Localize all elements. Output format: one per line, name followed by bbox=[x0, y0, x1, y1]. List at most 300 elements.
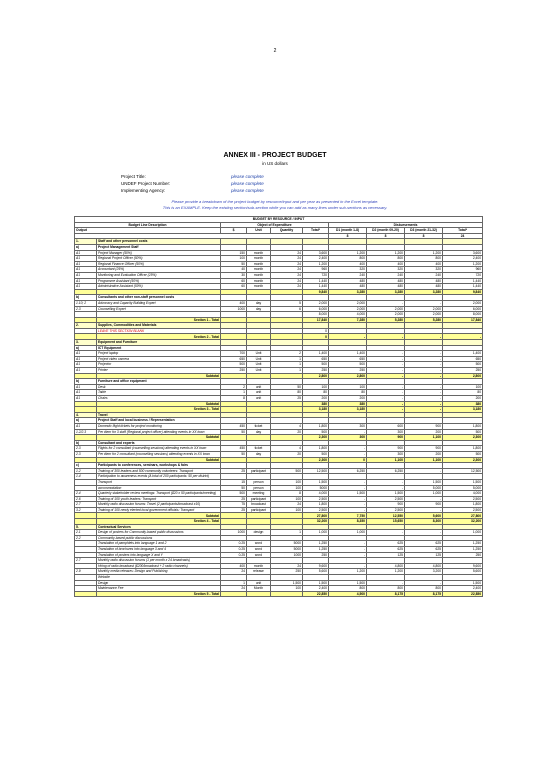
table-cell[interactable]: 1,250 bbox=[443, 547, 483, 553]
table-cell[interactable]: 80 bbox=[303, 390, 329, 396]
table-cell[interactable]: - bbox=[329, 502, 367, 508]
table-cell[interactable]: 1,250 bbox=[443, 541, 483, 547]
table-cell[interactable]: 2,300 bbox=[303, 435, 329, 441]
table-cell[interactable]: 480 bbox=[405, 278, 443, 284]
table-cell[interactable]: 1,000 bbox=[443, 530, 483, 536]
table-cell[interactable]: Programme Assistant (50%) bbox=[97, 278, 221, 284]
table-cell[interactable]: 5 bbox=[271, 300, 303, 306]
table-cell[interactable]: 1.2 bbox=[75, 468, 97, 474]
info-value[interactable]: please complete bbox=[231, 174, 264, 179]
table-cell[interactable]: - bbox=[405, 468, 443, 474]
table-cell[interactable]: Accountant (25%) bbox=[97, 267, 221, 273]
table-cell[interactable]: Staff and other personnel costs bbox=[97, 239, 221, 245]
table-cell[interactable]: 1,100 bbox=[367, 457, 405, 463]
table-cell[interactable]: 25 bbox=[221, 507, 247, 513]
table-cell[interactable]: Regional Finance Officer (50%) bbox=[97, 261, 221, 267]
table-cell[interactable]: - bbox=[367, 351, 405, 357]
table-cell[interactable]: 100 bbox=[221, 256, 247, 262]
table-cell[interactable]: 1,500 bbox=[443, 479, 483, 485]
table-cell[interactable]: 1,800 bbox=[443, 423, 483, 429]
table-cell[interactable]: - bbox=[405, 384, 443, 390]
table-cell[interactable] bbox=[271, 591, 303, 597]
table-cell[interactable]: 1,250 bbox=[303, 547, 329, 553]
table-cell[interactable]: participant bbox=[247, 468, 271, 474]
table-cell[interactable]: Quarterly stakeholder review meetings: Transport ($20 x 50 participants/meeting) bbox=[97, 491, 221, 497]
table-cell[interactable]: 1,400 bbox=[443, 351, 483, 357]
table-cell[interactable]: 0 bbox=[303, 334, 329, 340]
table-cell[interactable]: 650 bbox=[221, 356, 247, 362]
table-cell[interactable]: Training of 100 youth leaders: Transport bbox=[97, 496, 221, 502]
table-cell[interactable]: accommodation bbox=[97, 485, 221, 491]
table-cell[interactable]: 1000 bbox=[271, 552, 303, 558]
table-cell[interactable]: 100 bbox=[443, 384, 483, 390]
table-cell[interactable]: 20 bbox=[271, 451, 303, 457]
table-cell[interactable]: Design of posters for Community-based public discussions bbox=[97, 530, 221, 536]
table-cell[interactable]: Consultants and other non-staff personnel costs bbox=[97, 295, 221, 301]
table-cell[interactable]: Participants to conferences, seminars, workshops & fairs bbox=[97, 463, 221, 469]
table-cell[interactable]: 100 bbox=[303, 384, 329, 390]
table-cell[interactable]: 1 bbox=[221, 390, 247, 396]
table-cell[interactable]: 2.7 bbox=[75, 558, 97, 564]
table-cell[interactable]: 5,000 bbox=[405, 485, 443, 491]
table-cell[interactable]: 2.2 bbox=[75, 535, 97, 541]
table-cell[interactable]: Subtotal bbox=[97, 373, 221, 379]
table-cell[interactable]: b) bbox=[75, 379, 97, 385]
table-cell[interactable]: 32,200 bbox=[443, 519, 483, 525]
table-cell[interactable]: month bbox=[247, 284, 271, 290]
table-cell[interactable]: 500 bbox=[443, 451, 483, 457]
table-cell[interactable]: 1000 bbox=[221, 306, 247, 312]
table-cell[interactable]: Project video camera bbox=[97, 356, 221, 362]
table-cell[interactable]: Subtotal bbox=[97, 435, 221, 441]
table-cell[interactable]: 1,500 bbox=[303, 479, 329, 485]
table-cell[interactable]: 24 bbox=[221, 586, 247, 592]
table-cell[interactable]: participant bbox=[247, 496, 271, 502]
table-cell[interactable] bbox=[75, 591, 97, 597]
table-cell[interactable]: A1 bbox=[75, 272, 97, 278]
table-cell[interactable]: 2,500 bbox=[303, 507, 329, 513]
table-cell[interactable]: 2,000 bbox=[443, 300, 483, 306]
table-cell[interactable]: - bbox=[405, 396, 443, 402]
table-cell[interactable]: - bbox=[367, 356, 405, 362]
table-cell[interactable]: 12,550 bbox=[367, 513, 405, 519]
table-cell[interactable]: A1 bbox=[75, 396, 97, 402]
table-cell[interactable]: 2.4 bbox=[75, 491, 97, 497]
table-cell[interactable]: Monthly media releases: Design and Publishing bbox=[97, 569, 221, 575]
table-cell[interactable]: 1,200 bbox=[303, 261, 329, 267]
table-cell[interactable]: 650 bbox=[329, 356, 367, 362]
table-cell[interactable]: 2,500 bbox=[367, 507, 405, 513]
table-cell[interactable]: release bbox=[247, 569, 271, 575]
table-cell[interactable]: design bbox=[247, 530, 271, 536]
table-cell[interactable]: Consultant and experts bbox=[97, 440, 221, 446]
table-cell[interactable]: 1 bbox=[271, 368, 303, 374]
table-cell[interactable]: 1,500 bbox=[329, 580, 367, 586]
table-cell[interactable]: 300 bbox=[329, 423, 367, 429]
table-cell[interactable]: 6 bbox=[271, 306, 303, 312]
table-cell[interactable]: 5,600 bbox=[303, 569, 329, 575]
table-cell[interactable]: 320 bbox=[405, 267, 443, 273]
table-cell[interactable]: 2.3 bbox=[75, 451, 97, 457]
table-cell[interactable]: day bbox=[247, 451, 271, 457]
table-cell[interactable]: 3,600 bbox=[303, 250, 329, 256]
table-cell[interactable]: word bbox=[247, 541, 271, 547]
table-cell[interactable]: - bbox=[405, 368, 443, 374]
table-cell[interactable]: 1,500 bbox=[329, 491, 367, 497]
table-cell[interactable]: 200 bbox=[405, 429, 443, 435]
table-cell[interactable]: 380 bbox=[443, 401, 483, 407]
table-cell[interactable]: 22,850 bbox=[443, 591, 483, 597]
table-cell[interactable]: 625 bbox=[405, 541, 443, 547]
table-cell[interactable]: A1 bbox=[75, 368, 97, 374]
table-cell[interactable]: 2,000 bbox=[405, 312, 443, 318]
table-cell[interactable]: 24 bbox=[271, 261, 303, 267]
table-cell[interactable]: 1,800 bbox=[443, 502, 483, 508]
table-cell[interactable]: 300 bbox=[367, 429, 405, 435]
table-cell[interactable]: 5. bbox=[75, 524, 97, 530]
table-cell[interactable]: 500 bbox=[221, 491, 247, 497]
table-cell[interactable]: 650 bbox=[303, 356, 329, 362]
table-cell[interactable]: 60 bbox=[221, 284, 247, 290]
table-cell[interactable]: A1 bbox=[75, 278, 97, 284]
table-cell[interactable]: 1,000 bbox=[303, 530, 329, 536]
table-cell[interactable]: - bbox=[367, 580, 405, 586]
table-cell[interactable]: 320 bbox=[367, 267, 405, 273]
table-cell[interactable]: 0 bbox=[303, 328, 329, 334]
table-cell[interactable]: 9,840 bbox=[303, 289, 329, 295]
table-cell[interactable]: word bbox=[247, 552, 271, 558]
table-cell[interactable]: 1,400 bbox=[329, 351, 367, 357]
table-cell[interactable]: 500 bbox=[443, 429, 483, 435]
table-cell[interactable]: unit bbox=[247, 396, 271, 402]
table-cell[interactable]: Unit bbox=[247, 362, 271, 368]
table-cell[interactable]: a) bbox=[75, 345, 97, 351]
table-cell[interactable]: 1,800 bbox=[443, 446, 483, 452]
table-cell[interactable]: 50 bbox=[221, 451, 247, 457]
table-cell[interactable]: Section 2 - Total bbox=[97, 334, 221, 340]
table-cell[interactable]: A1 bbox=[75, 390, 97, 396]
table-cell[interactable]: person bbox=[247, 485, 271, 491]
table-cell[interactable]: Subtotal bbox=[97, 513, 221, 519]
table-cell[interactable]: 1,200 bbox=[367, 569, 405, 575]
table-cell[interactable]: 800 bbox=[405, 256, 443, 262]
table-cell[interactable]: day bbox=[247, 300, 271, 306]
table-cell[interactable]: 2 bbox=[221, 384, 247, 390]
table-cell[interactable]: unit bbox=[247, 390, 271, 396]
table-cell[interactable]: 250 bbox=[303, 552, 329, 558]
table-cell[interactable]: a) bbox=[75, 244, 97, 250]
table-cell[interactable]: 2. bbox=[75, 323, 97, 329]
table-cell[interactable]: unit bbox=[247, 580, 271, 586]
table-cell[interactable]: 300 bbox=[329, 435, 367, 441]
table-cell[interactable]: Project laptop bbox=[97, 351, 221, 357]
table-cell[interactable]: 80 bbox=[271, 390, 303, 396]
table-cell[interactable]: 100 bbox=[271, 485, 303, 491]
table-cell[interactable]: unit bbox=[247, 384, 271, 390]
table-cell[interactable]: 380 bbox=[329, 401, 367, 407]
table-cell[interactable]: 250 bbox=[329, 368, 367, 374]
table-cell[interactable]: 1.2/2.3 bbox=[75, 429, 97, 435]
info-value[interactable]: please complete bbox=[231, 188, 264, 193]
table-cell[interactable]: 2,000 bbox=[303, 300, 329, 306]
table-cell[interactable]: - bbox=[405, 334, 443, 340]
table-cell[interactable]: 200 bbox=[303, 396, 329, 402]
table-cell[interactable]: 1,200 bbox=[329, 569, 367, 575]
table-cell[interactable]: Translation of pamphlets into language 1 and 2 bbox=[97, 541, 221, 547]
table-cell[interactable]: - bbox=[405, 362, 443, 368]
table-cell[interactable]: 900 bbox=[405, 446, 443, 452]
table-cell[interactable]: 480 bbox=[329, 284, 367, 290]
table-cell[interactable]: 600 bbox=[367, 423, 405, 429]
table-cell[interactable]: Equipment and Furniture bbox=[97, 340, 221, 346]
table-cell[interactable]: 80 bbox=[443, 390, 483, 396]
table-cell[interactable]: 8 bbox=[271, 491, 303, 497]
table-cell[interactable]: Travel bbox=[97, 412, 221, 418]
table-cell[interactable]: 5,000 bbox=[443, 485, 483, 491]
table-cell[interactable]: 17,840 bbox=[443, 317, 483, 323]
table-cell[interactable]: 240 bbox=[405, 272, 443, 278]
table-cell[interactable]: Design bbox=[97, 580, 221, 586]
table-cell[interactable]: - bbox=[329, 334, 367, 340]
table-cell[interactable]: 9,840 bbox=[443, 289, 483, 295]
table-cell[interactable]: 6,000 bbox=[443, 306, 483, 312]
table-cell[interactable]: 240 bbox=[329, 272, 367, 278]
table-cell[interactable]: day bbox=[247, 306, 271, 312]
table-cell[interactable]: 2,300 bbox=[303, 457, 329, 463]
table-cell[interactable]: 24 bbox=[271, 563, 303, 569]
table-cell[interactable]: 0.25 bbox=[221, 547, 247, 553]
table-cell[interactable]: ticket bbox=[247, 423, 271, 429]
table-cell[interactable]: A1 bbox=[75, 351, 97, 357]
table-cell[interactable]: 800 bbox=[329, 586, 367, 592]
table-cell[interactable]: 8,000 bbox=[443, 312, 483, 318]
table-cell[interactable]: - bbox=[405, 580, 443, 586]
table-cell[interactable]: 1,500 bbox=[405, 479, 443, 485]
table-cell[interactable]: 1,200 bbox=[367, 250, 405, 256]
table-cell[interactable]: 40 bbox=[221, 267, 247, 273]
table-cell[interactable]: 4,000 bbox=[329, 312, 367, 318]
table-cell[interactable]: ticket bbox=[247, 446, 271, 452]
table-cell[interactable]: 50 bbox=[221, 429, 247, 435]
table-cell[interactable]: 500 bbox=[221, 362, 247, 368]
table-cell[interactable]: 6,250 bbox=[329, 468, 367, 474]
table-cell[interactable]: 3,200 bbox=[405, 569, 443, 575]
table-cell[interactable]: Month bbox=[247, 586, 271, 592]
table-cell[interactable]: 60 bbox=[221, 278, 247, 284]
table-cell[interactable]: 9,600 bbox=[303, 563, 329, 569]
table-cell[interactable]: - bbox=[405, 401, 443, 407]
table-cell[interactable]: 1,000 bbox=[329, 530, 367, 536]
table-cell[interactable]: a) bbox=[75, 418, 97, 424]
table-cell[interactable]: 4,800 bbox=[367, 563, 405, 569]
table-cell[interactable]: 4,000 bbox=[443, 491, 483, 497]
table-cell[interactable]: 4,500 bbox=[329, 591, 367, 597]
table-cell[interactable]: Projector bbox=[97, 362, 221, 368]
table-cell[interactable]: 25 bbox=[221, 496, 247, 502]
table-cell[interactable]: - bbox=[367, 300, 405, 306]
table-cell[interactable]: 2,000 bbox=[405, 306, 443, 312]
table-cell[interactable]: Unit bbox=[247, 368, 271, 374]
table-cell[interactable]: Hiring of radio broadcast ($200/broadcast + 2 radio channels) bbox=[97, 563, 221, 569]
table-cell[interactable]: Section 1 - Total bbox=[97, 317, 221, 323]
table-cell[interactable]: month bbox=[247, 278, 271, 284]
table-cell[interactable]: 5,600 bbox=[405, 513, 443, 519]
table-cell[interactable]: 8,350 bbox=[329, 519, 367, 525]
table-cell[interactable]: 2,500 bbox=[367, 496, 405, 502]
table-cell[interactable]: - bbox=[405, 407, 443, 413]
table-cell[interactable]: 2,400 bbox=[303, 586, 329, 592]
table-cell[interactable]: Domestic flight tickets for project monitoring bbox=[97, 423, 221, 429]
table-cell[interactable]: 5000 bbox=[271, 541, 303, 547]
table-cell[interactable]: 625 bbox=[367, 547, 405, 553]
table-cell[interactable]: - bbox=[367, 485, 405, 491]
table-cell[interactable]: 100 bbox=[271, 496, 303, 502]
table-cell[interactable]: person bbox=[247, 479, 271, 485]
table-cell[interactable]: 9,600 bbox=[443, 563, 483, 569]
table-cell[interactable]: A1 bbox=[75, 384, 97, 390]
table-cell[interactable]: 27,800 bbox=[303, 513, 329, 519]
table-cell[interactable]: 24 bbox=[271, 250, 303, 256]
table-cell[interactable]: 1,100 bbox=[405, 435, 443, 441]
table-cell[interactable]: 125 bbox=[405, 552, 443, 558]
table-cell[interactable]: - bbox=[367, 479, 405, 485]
table-cell[interactable]: 1,500 bbox=[271, 580, 303, 586]
table-cell[interactable]: 480 bbox=[367, 278, 405, 284]
table-cell[interactable]: - bbox=[367, 401, 405, 407]
table-cell[interactable]: 75 bbox=[221, 502, 247, 508]
table-cell[interactable]: - bbox=[329, 446, 367, 452]
table-cell[interactable]: Project Management Staff bbox=[97, 244, 221, 250]
table-cell[interactable]: Advocacy and Capacity Building Expert bbox=[97, 300, 221, 306]
table-cell[interactable]: 2,300 bbox=[443, 435, 483, 441]
table-cell[interactable]: 960 bbox=[443, 267, 483, 273]
table-cell[interactable]: Section 5 - Total bbox=[97, 591, 221, 597]
table-cell[interactable]: 6,000 bbox=[303, 306, 329, 312]
table-cell[interactable]: 400 bbox=[221, 300, 247, 306]
table-cell[interactable]: 5,280 bbox=[367, 317, 405, 323]
table-cell[interactable]: 1,440 bbox=[443, 284, 483, 290]
table-cell[interactable]: 1,800 bbox=[303, 446, 329, 452]
table-cell[interactable]: Unit bbox=[247, 351, 271, 357]
table-cell[interactable]: 30 bbox=[221, 272, 247, 278]
table-cell[interactable]: Furniture and office equipment bbox=[97, 379, 221, 385]
table-cell[interactable]: 1,200 bbox=[329, 250, 367, 256]
table-cell[interactable]: 500 bbox=[303, 429, 329, 435]
table-cell[interactable]: - bbox=[367, 390, 405, 396]
table-cell[interactable]: participant bbox=[247, 507, 271, 513]
table-cell[interactable]: Section 4 - Total bbox=[97, 519, 221, 525]
table-cell[interactable]: 400 bbox=[405, 261, 443, 267]
table-cell[interactable]: - bbox=[405, 390, 443, 396]
table-cell[interactable]: Chairs bbox=[97, 396, 221, 402]
table-cell[interactable]: 100 bbox=[271, 479, 303, 485]
table-cell[interactable]: 450 bbox=[221, 423, 247, 429]
table-cell[interactable]: 200 bbox=[405, 451, 443, 457]
table-cell[interactable]: 480 bbox=[329, 278, 367, 284]
table-cell[interactable]: broadcast bbox=[247, 502, 271, 508]
table-cell[interactable]: A1 bbox=[75, 423, 97, 429]
table-cell[interactable]: 5,600 bbox=[443, 569, 483, 575]
table-cell[interactable]: 3,600 bbox=[443, 250, 483, 256]
table-cell[interactable]: 1 bbox=[271, 530, 303, 536]
table-cell[interactable]: - bbox=[329, 547, 367, 553]
table-cell[interactable]: 500 bbox=[303, 362, 329, 368]
table-cell[interactable]: 900 bbox=[405, 423, 443, 429]
table-cell[interactable]: 8,175 bbox=[367, 591, 405, 597]
table-cell[interactable]: 1.10; 2 bbox=[75, 300, 97, 306]
table-cell[interactable]: 250 bbox=[221, 368, 247, 374]
table-cell[interactable]: - bbox=[443, 334, 483, 340]
table-cell[interactable]: 2,000 bbox=[329, 306, 367, 312]
table-cell[interactable]: 12,500 bbox=[443, 468, 483, 474]
table-cell[interactable]: 15 bbox=[221, 479, 247, 485]
table-cell[interactable]: Desk bbox=[97, 384, 221, 390]
table-cell[interactable]: 4 bbox=[271, 423, 303, 429]
table-cell[interactable]: month bbox=[247, 272, 271, 278]
table-cell[interactable]: 50 bbox=[271, 384, 303, 390]
table-cell[interactable]: LEAVE THIS SECTION BLANK bbox=[97, 328, 221, 334]
table-cell[interactable]: 2.7 bbox=[75, 502, 97, 508]
table-cell[interactable]: Community-based public discussions bbox=[97, 535, 221, 541]
table-cell[interactable]: Transport bbox=[97, 479, 221, 485]
table-cell[interactable]: 900 bbox=[367, 435, 405, 441]
table-cell[interactable]: 400 bbox=[221, 563, 247, 569]
table-cell[interactable]: 5,280 bbox=[405, 317, 443, 323]
table-cell[interactable]: 1,800 bbox=[303, 502, 329, 508]
table-cell[interactable]: 3,180 bbox=[329, 407, 367, 413]
table-cell[interactable]: 480 bbox=[367, 284, 405, 290]
table-cell[interactable]: A1 bbox=[75, 356, 97, 362]
table-cell[interactable]: meeting bbox=[247, 491, 271, 497]
table-cell[interactable]: 500 bbox=[303, 451, 329, 457]
table-cell[interactable]: month bbox=[247, 267, 271, 273]
table-cell[interactable]: 650 bbox=[443, 356, 483, 362]
table-cell[interactable]: 1,440 bbox=[443, 278, 483, 284]
table-cell[interactable]: - bbox=[405, 530, 443, 536]
table-cell[interactable]: 5000 bbox=[271, 547, 303, 553]
table-cell[interactable]: - bbox=[367, 373, 405, 379]
table-cell[interactable]: 250 bbox=[443, 552, 483, 558]
table-cell[interactable]: A1 bbox=[75, 250, 97, 256]
table-cell[interactable]: 3,280 bbox=[405, 289, 443, 295]
table-cell[interactable]: 1,000 bbox=[405, 491, 443, 497]
table-cell[interactable]: 0.25 bbox=[221, 552, 247, 558]
table-cell[interactable]: 3.2 bbox=[75, 507, 97, 513]
table-cell[interactable]: 8,175 bbox=[405, 591, 443, 597]
table-cell[interactable]: Monthly radio discussion forums: Travel (2 participants/broadcast x10) bbox=[97, 502, 221, 508]
table-cell[interactable]: 450 bbox=[221, 446, 247, 452]
table-cell[interactable]: A1 bbox=[75, 261, 97, 267]
table-cell[interactable]: 24 bbox=[271, 256, 303, 262]
table-cell[interactable]: 0 bbox=[329, 457, 367, 463]
table-cell[interactable]: - bbox=[367, 530, 405, 536]
table-cell[interactable]: - bbox=[367, 334, 405, 340]
table-cell[interactable]: Per diem for 3 staff (Regional project officer) attending events in XX town bbox=[97, 429, 221, 435]
table-cell[interactable]: 2,400 bbox=[443, 256, 483, 262]
table-cell[interactable]: Project Manager (50%) bbox=[97, 250, 221, 256]
table-cell[interactable]: 500 bbox=[271, 468, 303, 474]
table-cell[interactable]: Contractual Services bbox=[97, 524, 221, 530]
table-cell[interactable]: A1 bbox=[75, 284, 97, 290]
table-cell[interactable]: - bbox=[329, 451, 367, 457]
table-cell[interactable]: 300 bbox=[367, 451, 405, 457]
table-cell[interactable]: 250 bbox=[271, 569, 303, 575]
table-cell[interactable]: 900 bbox=[367, 446, 405, 452]
table-cell[interactable]: 22,850 bbox=[303, 591, 329, 597]
table-cell[interactable]: Supplies, Commodities and Materials bbox=[97, 323, 221, 329]
table-cell[interactable]: Monitoring and Evaluation Officer (25%) bbox=[97, 272, 221, 278]
table-cell[interactable]: 2,500 bbox=[303, 496, 329, 502]
